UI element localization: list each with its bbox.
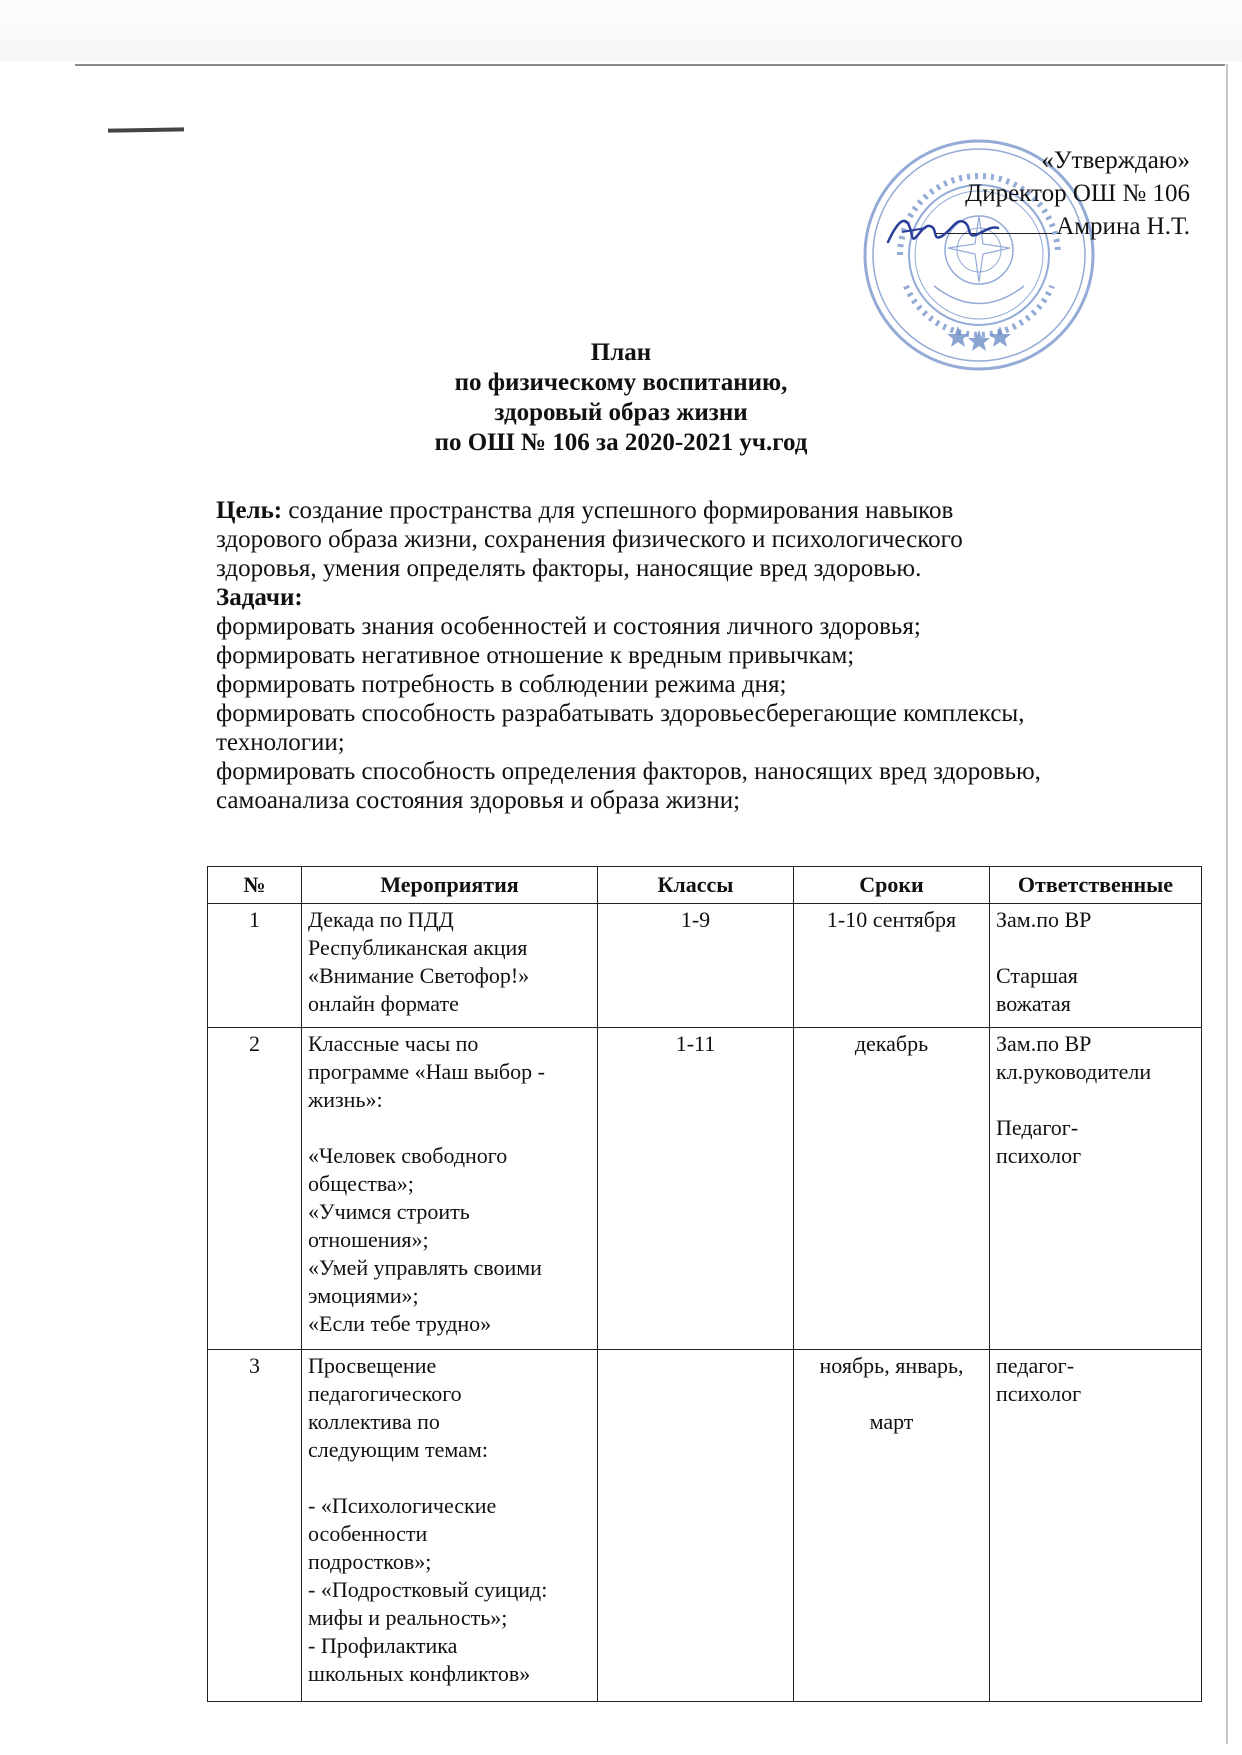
- row-number: 1: [208, 904, 302, 1028]
- task-line: формировать знания особенностей и состояния личного здоровья;: [216, 613, 921, 640]
- approval-name: Амрина Н.Т.: [1056, 213, 1190, 240]
- header-responsible: Ответственные: [990, 867, 1202, 904]
- goal-tasks-section: [216, 496, 1196, 815]
- title-line-4: по ОШ № 106 за 2020-2021 уч.год: [434, 429, 808, 456]
- goal-line-1: Цель: создание пространства для успешного формирования навыков: [216, 497, 954, 524]
- row-dates: декабрь: [794, 1028, 990, 1350]
- row-responsible: Зам.по ВР Старшая вожатая: [990, 904, 1202, 1028]
- row-classes: [598, 1350, 794, 1702]
- goal-line-3: здоровья, умения определять факторы, наносящие вред здоровью.: [216, 555, 922, 582]
- header-dates: Сроки: [794, 867, 990, 904]
- row-event: Декада по ПДД Республиканская акция «Внимание Светофор!» онлайн формате: [302, 904, 598, 1028]
- document-title: [0, 338, 1242, 458]
- plan-table: [207, 866, 1202, 1702]
- scan-edge: [0, 0, 1242, 62]
- goal-label: Цель:: [216, 497, 283, 524]
- scan-mark: [108, 127, 184, 132]
- task-line: формировать потребность в соблюдении режима дня;: [216, 671, 787, 698]
- row-number: 3: [208, 1350, 302, 1702]
- header-events: Мероприятия: [302, 867, 598, 904]
- scan-border-right: [1226, 64, 1228, 1744]
- row-classes: 1-11: [598, 1028, 794, 1350]
- row-event: Просвещение педагогического коллектива по следующим темам: - «Психологические особенности подростков»; - «Подростковый суицид: мифы и реальность»; - Профилактика школьных конфликтов»: [302, 1350, 598, 1702]
- header-classes: Классы: [598, 867, 794, 904]
- handwritten-signature: [882, 206, 1002, 254]
- row-event: Классные часы по программе «Наш выбор - жизнь»: «Человек свободного общества»; «Учимся строить отношения»; «Умей управлять своими эмоциями»; «Если тебе трудно»: [302, 1028, 598, 1350]
- header-number: №: [208, 867, 302, 904]
- title-line-3: здоровый образ жизни: [494, 399, 748, 426]
- table-row: [208, 1350, 1202, 1702]
- row-dates: 1-10 сентября: [794, 904, 990, 1028]
- approval-heading: «Утверждаю»: [1041, 147, 1190, 174]
- table-row: [208, 1028, 1202, 1350]
- scan-border-top: [75, 64, 1225, 66]
- row-responsible: педагог- психолог: [990, 1350, 1202, 1702]
- task-line: формировать способность разрабатывать здоровьесберегающие комплексы,: [216, 700, 1025, 727]
- row-responsible: Зам.по ВР кл.руководители Педагог- психолог: [990, 1028, 1202, 1350]
- row-classes: 1-9: [598, 904, 794, 1028]
- goal-line-2: здорового образа жизни, сохранения физического и психологического: [216, 526, 963, 553]
- approval-position: Директор ОШ № 106: [965, 180, 1190, 207]
- table-header-row: [208, 867, 1202, 904]
- title-line-1: План: [590, 339, 652, 366]
- task-line: самоанализа состояния здоровья и образа жизни;: [216, 787, 741, 814]
- row-number: 2: [208, 1028, 302, 1350]
- table-row: [208, 904, 1202, 1028]
- tasks-label: Задачи:: [216, 584, 303, 611]
- row-dates: ноябрь, январь, март: [794, 1350, 990, 1702]
- title-line-2: по физическому воспитанию,: [454, 369, 788, 396]
- task-line: формировать способность определения факторов, наносящих вред здоровью,: [216, 758, 1041, 785]
- task-line: формировать негативное отношение к вредным привычкам;: [216, 642, 855, 669]
- task-line: технологии;: [216, 729, 345, 756]
